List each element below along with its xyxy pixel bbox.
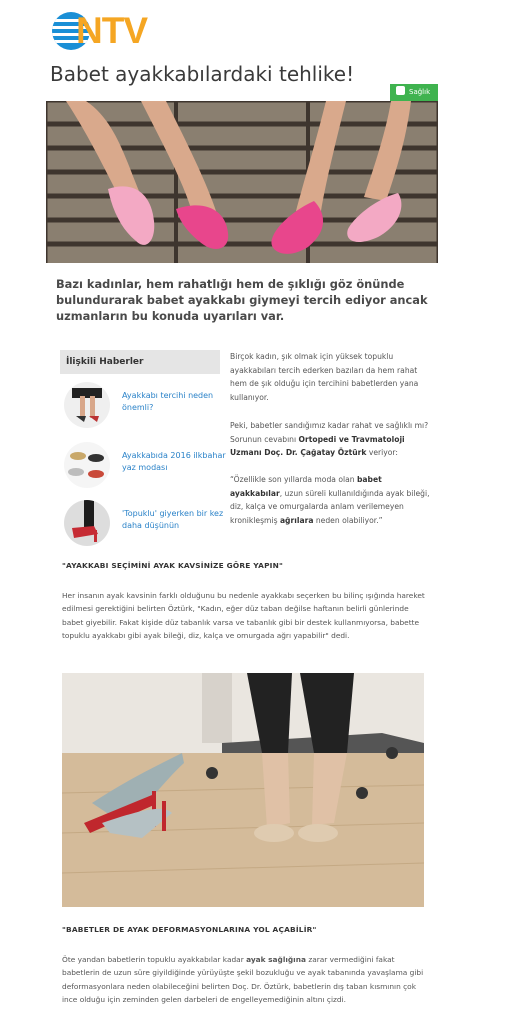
- quote-bold: ağrılara: [279, 515, 314, 525]
- column-p2-text: Peki, babetler sandığımız kadar rahat ve sağlıklı mı? Sorunun cevabını: [230, 421, 429, 444]
- section-heading-2: "BABETLER DE AYAK DEFORMASYONLARINA YOL AÇABİLİR": [62, 925, 317, 934]
- article-photo-2: [62, 673, 424, 907]
- related-thumbnail: [64, 442, 110, 488]
- related-thumbnail: [64, 382, 110, 428]
- section-2-text: [62, 953, 432, 1007]
- column-paragraph-2: [230, 419, 430, 460]
- category-badge-label: Sağlık: [409, 88, 431, 96]
- related-item-label[interactable]: Ayakkabıda 2016 ilkbahar yaz modası: [122, 451, 226, 472]
- related-item[interactable]: [64, 382, 224, 430]
- quote-bold: babet ayakkabılar: [230, 475, 382, 498]
- section-1-text: Her insanın ayak kavsinin farklı olduğunu bu nedenle ayakkabı seçerken bu bilinç ışığında hareket edilmesi gerektiğini belirten Öztürk, "Kadın, eğer düz taban değilse haftanın belirli günlerinde babet giyebilir. Fakat kişide düz tabanlık varsa ve tabanlık gibi bir destek kullanmıyorsa, babette topuklu ayakkabı gibi ayak bileği, diz, kalça ve omurgada ağrı yapabilir" dedi.: [62, 591, 425, 641]
- related-item[interactable]: [64, 442, 224, 490]
- expert-name: Ortopedi ve Travmatoloji Uzmanı Doç. Dr. Çağatay Öztürk: [230, 434, 405, 457]
- logo-text: NTV: [76, 10, 147, 51]
- article-photo-2-drawing: [62, 673, 424, 907]
- heart-icon: [396, 86, 405, 95]
- related-item-label[interactable]: 'Topuklu' giyerken bir kez daha düşünün: [122, 509, 224, 530]
- related-news-heading: [60, 350, 220, 374]
- related-thumbnail-image: [64, 382, 110, 428]
- hero-image-drawing: [46, 101, 438, 263]
- article-lead: Bazı kadınlar, hem rahatlığı hem de şıklığı göz önünde bulundurarak babet ayakkabı giymeyi tercih ediyor ancak uzmanların bu konuda uyarıları var.: [56, 277, 428, 323]
- related-thumbnail-image: [64, 442, 110, 488]
- related-thumbnail: [64, 500, 110, 546]
- related-item[interactable]: [64, 500, 224, 548]
- hero-image: [46, 101, 438, 263]
- ntv-logo[interactable]: [52, 12, 172, 52]
- category-badge[interactable]: [390, 84, 438, 101]
- quote-text: neden olabiliyor.”: [313, 515, 383, 525]
- related-news-heading-text: İlişkili Haberler: [66, 357, 144, 367]
- quote-text: “Özellikle son yıllarda moda olan: [230, 475, 357, 484]
- related-thumbnail-image: [64, 500, 110, 546]
- column-p2-end: veriyor:: [366, 448, 398, 457]
- section-2-text-part: Öte yandan babetlerin topuklu ayakkabılar kadar: [62, 955, 247, 964]
- section-heading-1: "AYAKKABI SEÇİMİNİ AYAK KAVSİNİZE GÖRE YAPIN": [62, 561, 284, 570]
- expert-quote: [230, 473, 430, 527]
- section-2-text-part: zarar vermediğini fakat babetlerin de uzun süre giyildiğinde yürüyüşte şekil bozukluğu ve ayak tabanında yavaşlama gibi deformasyonlara neden olabileceğini belirten Doç. Dr. Öztürk, babetlerin dış taban kısmının çok ince olduğu için zeminden gelen darbeleri de engelleyemediğinin altını çizdi.: [62, 955, 424, 1005]
- column-paragraph-1: Birçok kadın, şık olmak için yüksek topuklu ayakkabıları tercih ederken bazıları da hem rahat hem de şık olduğu için tercihini babetlerden yana kullanıyor.: [230, 352, 419, 402]
- quote-text: , uzun süreli kullanıldığında ayak bileği, diz, kalça ve omurgalarda anlam verilemeyen kronikleşmiş: [230, 488, 430, 525]
- related-item-label[interactable]: Ayakkabı tercihi neden önemli?: [122, 391, 214, 412]
- section-2-bold: ayak sağlığına: [246, 955, 306, 964]
- article-title: Babet ayakkabılardaki tehlike!: [50, 62, 355, 86]
